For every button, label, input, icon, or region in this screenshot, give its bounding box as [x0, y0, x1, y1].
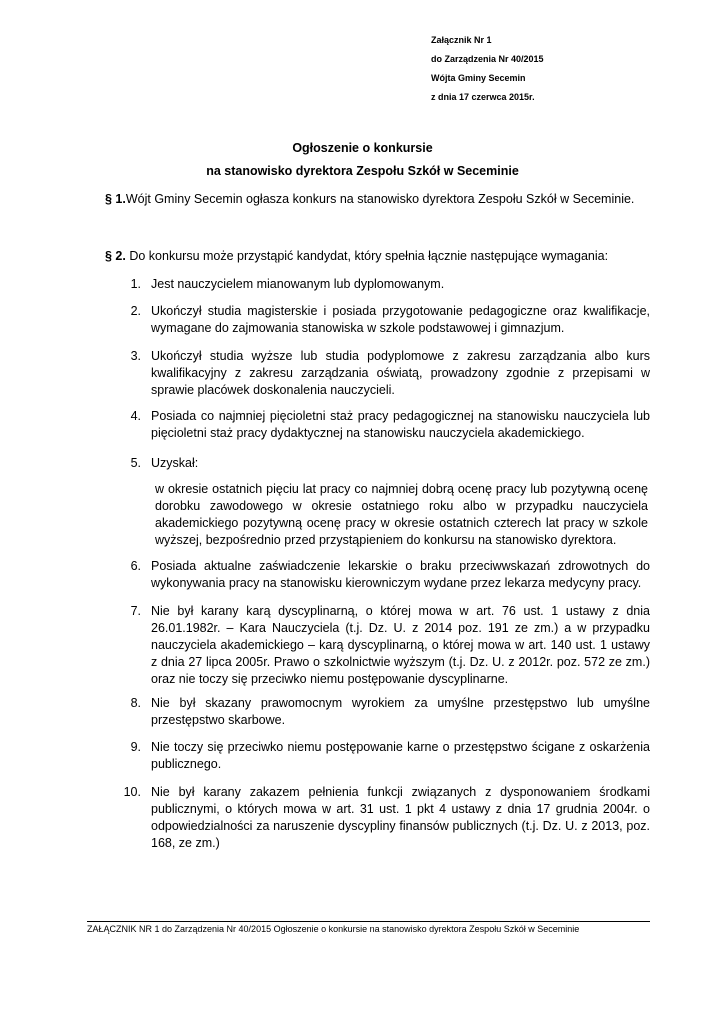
list-item-number: 7. [130, 604, 141, 618]
list-item-number: 5. [130, 456, 141, 470]
section-2-text: Do konkursu może przystąpić kandydat, który spełnia łącznie następujące wymagania: [129, 249, 609, 263]
section-1-mark: § 1. [105, 192, 126, 206]
list-item-text: Nie toczy się przeciwko niemu postępowanie karne o przestępstwo ścigane z oskarżenia publicznego. [151, 740, 650, 771]
section-1-text: Wójt Gminy Secemin ogłasza konkurs na stanowisko dyrektora Zespołu Szkół w Seceminie. [125, 192, 635, 206]
footer-divider [87, 921, 650, 922]
list-item-text: Ukończył studia magisterskie i posiada przygotowanie pedagogiczne oraz kwalifikacje, wymagane do zajmowania stanowiska w szkole podstawowej i gimnazjum. [151, 304, 650, 335]
document-subtitle: na stanowisko dyrektora Zespołu Szkół w Seceminie [206, 164, 519, 178]
list-item-text: Nie był skazany prawomocnym wyrokiem za umyślne przestępstwo lub umyślne przestępstwo skarbowe. [151, 696, 650, 727]
issue-date: z dnia 17 czerwca 2015r. [431, 92, 535, 102]
section-2 [105, 249, 608, 263]
list-item-text: Uzyskał: [151, 456, 199, 470]
list-item-text: Jest nauczycielem mianowanym lub dyplomowanym. [151, 277, 445, 291]
list-item-text: Nie był karany zakazem pełnienia funkcji związanych z dysponowaniem środkami publicznymi, o których mowa w art. 31 ust. 1 pkt 4 ustawy z dnia 17 grudnia 2004r. o odpowiedzialności za naruszenie dyscypliny finansów publicznych (t.j. Dz. U. z 2013, poz. 168, ze zm.) [151, 785, 650, 850]
attachment-header [431, 31, 544, 107]
list-item-number: 2. [130, 304, 141, 318]
issuer: Wójta Gminy Secemin [431, 73, 526, 83]
list-item-text: Posiada aktualne zaświadczenie lekarskie o braku przeciwwskazań zdrowotnych do wykonywania pracy na stanowisku kierowniczym wydane przez lekarza medycyny pracy. [151, 559, 650, 590]
list-item-number: 3. [130, 349, 141, 363]
ordinance-ref: do Zarządzenia Nr 40/2015 [431, 54, 544, 64]
list-item-number: 4. [130, 409, 141, 423]
section-2-mark: § 2. [105, 249, 126, 263]
document-title: Ogłoszenie o konkursie [292, 141, 433, 155]
list-item-number: 9. [130, 740, 141, 754]
list-item-number: 6. [130, 559, 141, 573]
page-footer: ZAŁĄCZNIK NR 1 do Zarządzenia Nr 40/2015 Ogłoszenie o konkursie na stanowisko dyrektora Zespołu Szkół w Seceminie [87, 924, 580, 934]
list-item-text: Nie był karany karą dyscyplinarną, o której mowa w art. 76 ust. 1 ustawy z dnia 26.01.1982r. – Kara Nauczyciela (t.j. Dz. U. z 2014 poz. 191 ze zm.) a w przypadku nauczyciela akademickiego – karą dyscyplinarną, o której mowa w art. 140 ust. 1 ustawy z dnia 27 lipca 2005r. Prawo o szkolnictwie wyższym (t.j. Dz. U. z 2012r. poz. 572 ze zm.) oraz nie toczy się przeciwko niemu postępowanie dyscyplinarne. [151, 604, 650, 686]
list-item-number: 1. [130, 277, 141, 291]
list-item-text: Posiada co najmniej pięcioletni staż pracy pedagogicznej na stanowisku nauczyciela lub pięcioletni staż pracy dydaktycznej na stanowisku nauczyciela akademickiego. [151, 409, 650, 440]
section-1 [105, 192, 634, 206]
list-item-number: 10. [123, 785, 141, 799]
item-5-detail: w okresie ostatnich pięciu lat pracy co najmniej dobrą ocenę pracy lub pozytywną ocenę dorobku zawodowego w okresie ostatniego roku albo w przypadku nauczyciela akademickiego pozytywną ocenę pracy w okresie ostatnich czterech lat pracy w szkole wyższej, bezpośrednio przed przystąpieniem do konkursu na stanowisko dyrektora. [155, 482, 648, 547]
attachment-label: Załącznik Nr 1 [431, 35, 492, 45]
list-item-text: Ukończył studia wyższe lub studia podyplomowe z zakresu zarządzania albo kurs kwalifikacyjny z zakresu zarządzania oświatą, prowadzony zgodnie z przepisami w sprawie placówek doskonalenia nauczycieli. [151, 349, 650, 397]
list-item-number: 8. [130, 696, 141, 710]
